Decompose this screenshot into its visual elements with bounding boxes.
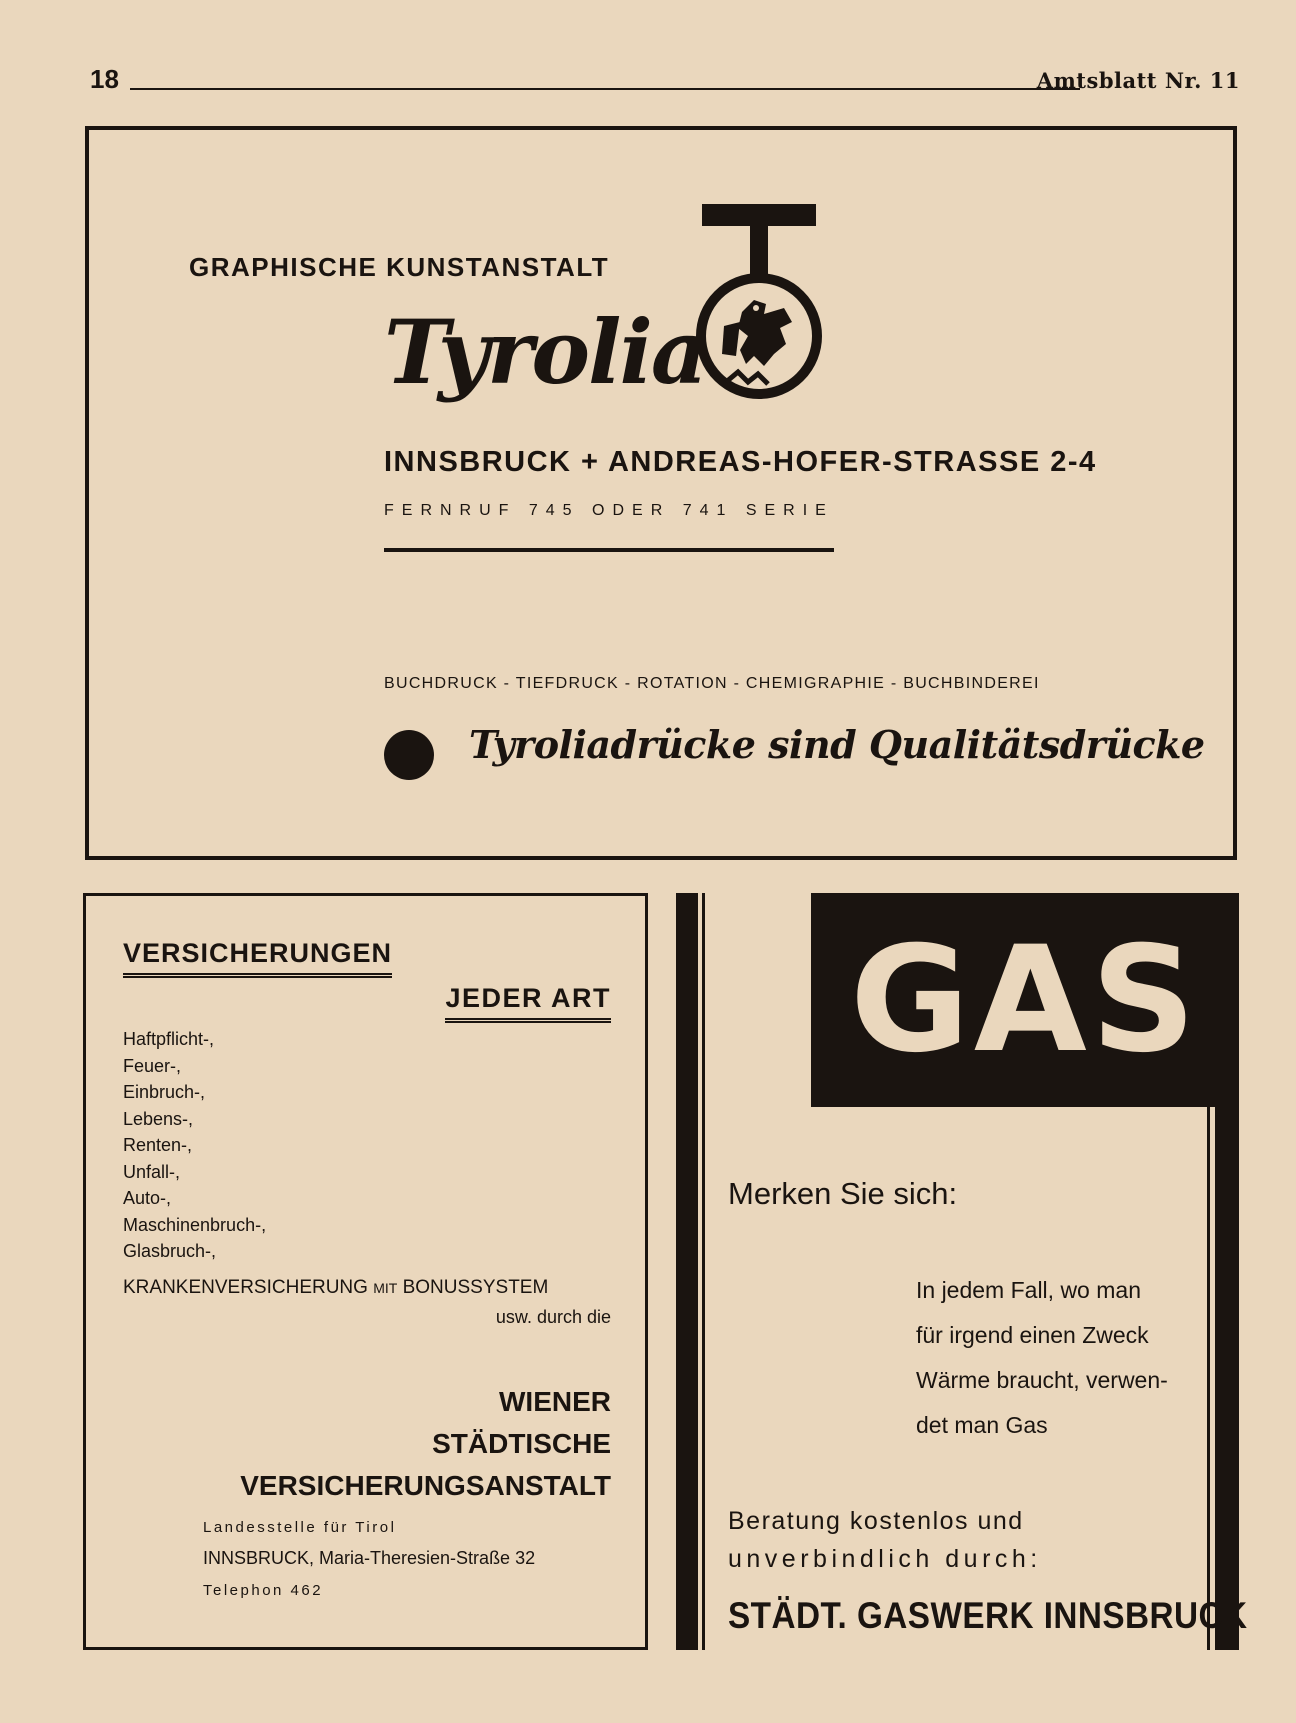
bullet-dot-icon <box>384 730 434 780</box>
gas-body-line: Wärme braucht, verwen- <box>916 1367 1168 1393</box>
list-item: Glasbruch-, <box>123 1241 217 1261</box>
kranken-mit: MIT <box>373 1280 398 1296</box>
insurance-advertisement <box>83 893 648 1650</box>
kranken-label: KRANKENVERSICHERUNG <box>123 1277 368 1298</box>
gas-body-line: det man Gas <box>916 1412 1048 1438</box>
insurance-heading: VERSICHERUNGEN <box>123 938 392 978</box>
tyrolia-divider <box>384 548 834 552</box>
gas-body-text <box>916 1268 1206 1448</box>
gas-frame-bar <box>676 893 698 1650</box>
list-item: Unfall-, <box>123 1161 181 1182</box>
tyrolia-kicker: GRAPHISCHE KUNSTANSTALT <box>189 252 610 282</box>
eagle-logo-icon <box>694 204 824 414</box>
gas-body-line: für irgend einen Zweck <box>916 1322 1149 1348</box>
gas-company-name: STÄDT. GASWERK INNSBRUCK <box>728 1595 1248 1636</box>
gas-consultation-line: Beratung kostenlos und <box>728 1507 1024 1535</box>
list-item: Haftpflicht-, <box>123 1029 215 1049</box>
kranken-bonus: BONUSSYSTEM <box>402 1277 549 1298</box>
company-line: VERSICHERUNGSANSTALT <box>240 1470 611 1501</box>
list-item: Maschinenbruch-, <box>123 1214 267 1235</box>
health-insurance-line <box>123 1277 548 1299</box>
tyrolia-advertisement <box>85 126 1237 860</box>
insurance-street: INNSBRUCK, Maria-Theresien-Straße 32 <box>203 1548 536 1568</box>
insurance-usw: usw. durch die <box>495 1307 611 1327</box>
list-item: Feuer-, <box>123 1055 182 1076</box>
tyrolia-wordmark: Tyrolia <box>384 300 706 404</box>
gas-banner <box>811 893 1239 1107</box>
header-rule <box>130 88 1080 90</box>
page-number: 18 <box>90 64 119 94</box>
list-item: Auto-, <box>123 1188 172 1208</box>
gas-body-line: In jedem Fall, wo man <box>916 1277 1141 1303</box>
gas-consultation-line: unverbindlich durch: <box>728 1545 1042 1573</box>
gas-frame-bar <box>1215 1107 1239 1650</box>
gas-frame-bar <box>1207 1107 1210 1650</box>
insurance-types-list <box>123 1026 266 1265</box>
publication-title: Amtsblatt Nr. 11 <box>1036 68 1240 93</box>
insurance-subheading: JEDER ART <box>445 983 611 1023</box>
list-item: Renten-, <box>123 1135 193 1155</box>
insurance-company <box>240 1381 611 1507</box>
tyrolia-services: BUCHDRUCK - TIEFDRUCK - ROTATION - CHEMIGRAPHIE - BUCHBINDEREI <box>384 675 1040 692</box>
list-item: Einbruch-, <box>123 1082 206 1102</box>
insurance-office: Landesstelle für Tirol <box>203 1519 397 1536</box>
tyrolia-slogan: Tyroliadrücke sind Qualitätsdrücke <box>469 722 1205 767</box>
company-line: STÄDTISCHE <box>432 1428 611 1459</box>
tyrolia-address: INNSBRUCK + ANDREAS-HOFER-STRASSE 2-4 <box>384 446 1097 478</box>
gas-merken: Merken Sie sich: <box>728 1176 958 1211</box>
insurance-telephone: Telephon 462 <box>203 1582 324 1599</box>
company-line: WIENER <box>499 1386 611 1417</box>
gas-consultation <box>728 1502 1042 1578</box>
list-item: Lebens-, <box>123 1108 194 1129</box>
gas-frame-bar <box>702 893 705 1650</box>
gas-banner-text: GAS <box>850 915 1200 1085</box>
tyrolia-phone: FERNRUF 745 ODER 741 SERIE <box>384 502 834 519</box>
